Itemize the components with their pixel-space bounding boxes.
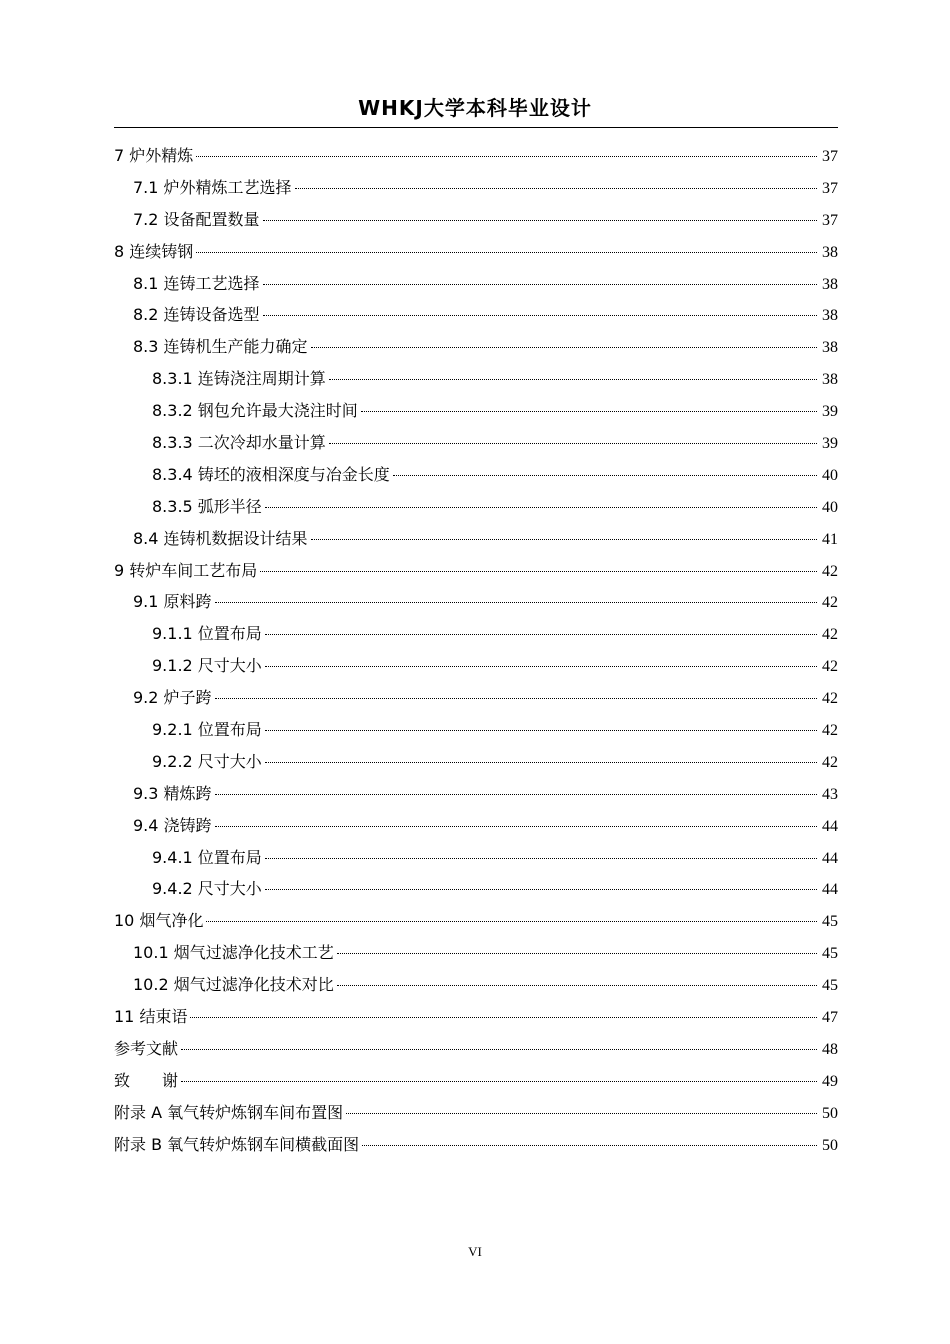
toc-leader-dots — [181, 1081, 817, 1082]
toc-entry-page: 38 — [822, 243, 838, 261]
toc-entry-title: 9 转炉车间工艺布局 — [114, 560, 258, 580]
toc-leader-dots — [265, 634, 817, 635]
toc-entry-page: 41 — [822, 530, 838, 548]
toc-entry[interactable] — [114, 491, 838, 523]
toc-entry-title: 9.2.2 尺寸大小 — [152, 751, 262, 771]
toc-entry-title: 10.2 烟气过滤净化技术对比 — [133, 975, 334, 995]
toc-entry-title: 致 谢 — [114, 1070, 179, 1090]
toc-entry-page: 37 — [822, 179, 838, 197]
toc-entry[interactable] — [114, 363, 838, 395]
toc-entry-page: 37 — [822, 211, 838, 229]
toc-leader-dots — [181, 1049, 817, 1050]
toc-entry-title: 9.4 浇铸跨 — [133, 815, 212, 835]
toc-entry-page: 44 — [822, 817, 838, 835]
toc-entry-page: 43 — [822, 785, 838, 803]
toc-leader-dots — [337, 953, 817, 954]
toc-entry-page: 40 — [822, 466, 838, 484]
toc-entry-title: 8.3.5 弧形半径 — [152, 496, 262, 516]
toc-leader-dots — [196, 252, 817, 253]
toc-leader-dots — [215, 698, 817, 699]
toc-entry[interactable] — [114, 1001, 838, 1033]
toc-entry-page: 47 — [822, 1009, 838, 1027]
toc-entry-page: 38 — [822, 339, 838, 357]
page-number: VI — [468, 1244, 482, 1259]
toc-entry[interactable] — [114, 1033, 838, 1065]
toc-entry[interactable] — [114, 1065, 838, 1097]
toc-entry-title: 8.3 连铸机生产能力确定 — [133, 337, 308, 357]
toc-leader-dots — [295, 188, 817, 189]
toc-leader-dots — [265, 858, 817, 859]
toc-leader-dots — [260, 571, 817, 572]
toc-entry-page: 42 — [822, 753, 838, 771]
toc-entry[interactable] — [114, 905, 838, 937]
toc-entry[interactable] — [114, 810, 838, 842]
toc-entry-page: 42 — [822, 722, 838, 740]
toc-entry-title: 附录 B 氧气转炉炼钢车间横截面图 — [114, 1134, 360, 1154]
table-of-contents — [114, 140, 838, 1161]
toc-entry[interactable] — [114, 937, 838, 969]
toc-entry-page: 42 — [822, 562, 838, 580]
toc-entry-title: 11 结束语 — [114, 1007, 188, 1027]
toc-leader-dots — [215, 602, 817, 603]
toc-entry-title: 8.1 连铸工艺选择 — [133, 273, 260, 293]
toc-leader-dots — [311, 539, 817, 540]
toc-entry[interactable] — [114, 555, 838, 587]
header-rule — [114, 127, 838, 128]
toc-entry[interactable] — [114, 969, 838, 1001]
toc-entry-page: 45 — [822, 913, 838, 931]
toc-leader-dots — [263, 315, 817, 316]
toc-entry-title: 附录 A 氧气转炉炼钢车间布置图 — [114, 1102, 344, 1122]
toc-leader-dots — [206, 921, 817, 922]
toc-entry-title: 8.2 连铸设备选型 — [133, 305, 260, 325]
toc-entry-page: 44 — [822, 881, 838, 899]
toc-leader-dots — [362, 1145, 817, 1146]
toc-entry-page: 38 — [822, 307, 838, 325]
toc-entry[interactable] — [114, 746, 838, 778]
toc-entry[interactable] — [114, 842, 838, 874]
toc-entry-title: 10 烟气净化 — [114, 911, 204, 931]
toc-entry[interactable] — [114, 873, 838, 905]
toc-leader-dots — [263, 284, 817, 285]
toc-entry[interactable] — [114, 427, 838, 459]
toc-leader-dots — [393, 475, 817, 476]
toc-entry-page: 50 — [822, 1104, 838, 1122]
toc-entry-title: 8.3.4 铸坯的液相深度与冶金长度 — [152, 464, 390, 484]
toc-entry-page: 45 — [822, 977, 838, 995]
toc-entry-title: 参考文献 — [114, 1038, 179, 1058]
toc-entry-page: 44 — [822, 849, 838, 867]
toc-entry-page: 50 — [822, 1136, 838, 1154]
toc-leader-dots — [265, 889, 817, 890]
toc-leader-dots — [215, 794, 817, 795]
toc-entry-title: 7.2 设备配置数量 — [133, 209, 260, 229]
toc-leader-dots — [329, 443, 817, 444]
toc-entry[interactable] — [114, 778, 838, 810]
toc-leader-dots — [265, 507, 817, 508]
toc-entry[interactable] — [114, 140, 838, 172]
toc-entry-title: 8.4 连铸机数据设计结果 — [133, 528, 308, 548]
toc-leader-dots — [329, 379, 817, 380]
page-header-title: WHKJ大学本科毕业设计 — [358, 96, 592, 120]
toc-leader-dots — [215, 826, 817, 827]
toc-entry[interactable] — [114, 204, 838, 236]
toc-entry-page: 38 — [822, 275, 838, 293]
toc-leader-dots — [346, 1113, 817, 1114]
toc-entry-title: 7 炉外精炼 — [114, 146, 194, 165]
toc-entry-page: 38 — [822, 371, 838, 389]
toc-leader-dots — [196, 156, 817, 157]
toc-entry-page: 39 — [822, 435, 838, 453]
toc-leader-dots — [190, 1017, 817, 1018]
toc-entry[interactable] — [114, 650, 838, 682]
toc-leader-dots — [265, 730, 817, 731]
toc-entry-page: 42 — [822, 626, 838, 644]
toc-entry[interactable] — [114, 299, 838, 331]
toc-entry[interactable] — [114, 459, 838, 491]
toc-leader-dots — [337, 985, 817, 986]
toc-leader-dots — [265, 762, 817, 763]
toc-entry-page: 42 — [822, 594, 838, 612]
toc-entry[interactable] — [114, 236, 838, 268]
toc-entry-title: 9.2.1 位置布局 — [152, 720, 262, 740]
toc-entry-title: 9.1 原料跨 — [133, 592, 212, 612]
toc-entry-title: 9.4.1 位置布局 — [152, 847, 262, 867]
toc-entry[interactable] — [114, 395, 838, 427]
toc-entry[interactable] — [114, 1097, 838, 1129]
toc-entry-title: 8 连续铸钢 — [114, 241, 194, 261]
toc-entry-page: 42 — [822, 690, 838, 708]
toc-entry-title: 7.1 炉外精炼工艺选择 — [133, 177, 292, 197]
toc-entry-title: 10.1 烟气过滤净化技术工艺 — [133, 943, 334, 963]
toc-entry[interactable] — [114, 523, 838, 555]
toc-entry-title: 9.3 精炼跨 — [133, 783, 212, 803]
toc-entry-title: 9.1.2 尺寸大小 — [152, 656, 262, 676]
toc-entry[interactable] — [114, 1129, 838, 1161]
toc-entry[interactable] — [114, 172, 838, 204]
toc-entry-page: 48 — [822, 1040, 838, 1058]
toc-entry-page: 49 — [822, 1072, 838, 1090]
toc-leader-dots — [265, 666, 817, 667]
toc-entry-title: 9.2 炉子跨 — [133, 688, 212, 708]
toc-entry[interactable] — [114, 618, 838, 650]
toc-entry-title: 8.3.1 连铸浇注周期计算 — [152, 369, 326, 389]
toc-entry-page: 37 — [822, 148, 838, 165]
toc-entry-title: 9.1.1 位置布局 — [152, 624, 262, 644]
toc-entry[interactable] — [114, 586, 838, 618]
toc-leader-dots — [361, 411, 817, 412]
toc-entry-title: 8.3.2 钢包允许最大浇注时间 — [152, 401, 358, 421]
toc-entry-page: 39 — [822, 403, 838, 421]
toc-leader-dots — [263, 220, 817, 221]
toc-entry[interactable] — [114, 682, 838, 714]
toc-entry-page: 40 — [822, 498, 838, 516]
toc-entry-title: 8.3.3 二次冷却水量计算 — [152, 433, 326, 453]
toc-entry-page: 42 — [822, 658, 838, 676]
toc-entry-title: 9.4.2 尺寸大小 — [152, 879, 262, 899]
toc-entry[interactable] — [114, 714, 838, 746]
toc-entry-page: 45 — [822, 945, 838, 963]
toc-entry[interactable] — [114, 268, 838, 300]
toc-leader-dots — [311, 347, 817, 348]
toc-entry[interactable] — [114, 331, 838, 363]
